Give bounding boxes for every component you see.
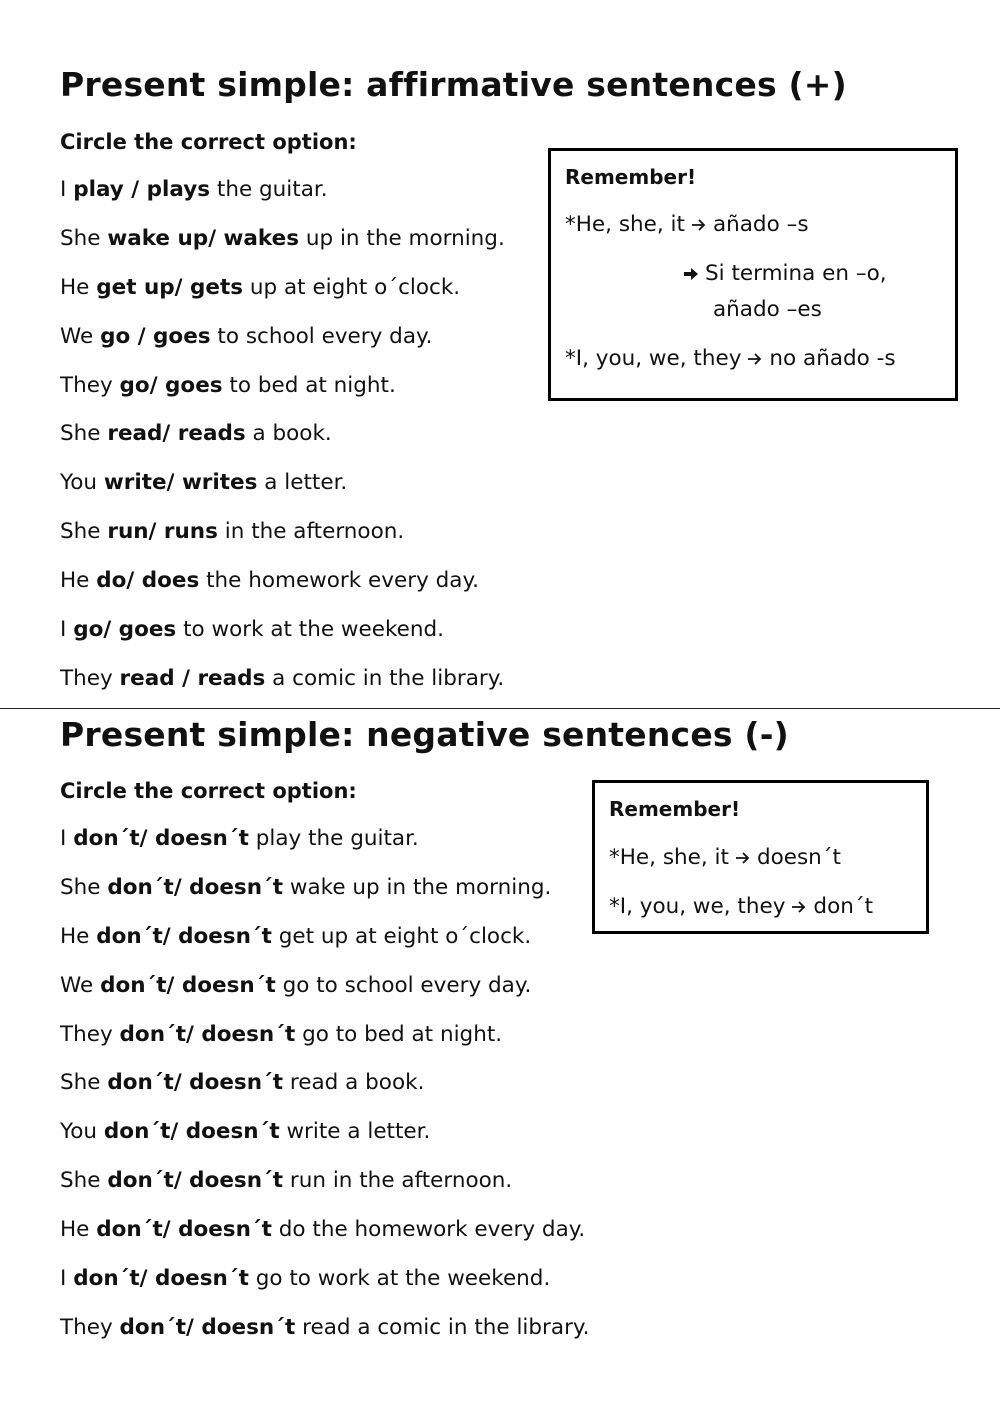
sentence-item: He don´t/ doesn´t get up at eight o´clock. <box>60 923 532 949</box>
option-choice[interactable]: don´t/ doesn´t <box>96 1217 272 1243</box>
sentence-item: I play / plays the guitar. <box>60 177 328 202</box>
section-divider <box>0 708 1000 709</box>
remember-rule-third-person: *He, she, it añado –s <box>565 212 809 237</box>
option-choice[interactable]: don´t/ doesn´t <box>107 1168 284 1194</box>
sentence-item: She don´t/ doesn´t run in the afternoon. <box>60 1168 513 1194</box>
sentence-item: He don´t/ doesn´t do the homework every day. <box>60 1217 586 1243</box>
remember-title: Remember! <box>609 797 741 821</box>
option-choice[interactable]: don´t/ doesn´t <box>100 972 276 998</box>
instruction-affirmative: Circle the correct option: <box>60 130 357 154</box>
remember-rule-ending-o: Si termina en –o, <box>683 261 887 288</box>
remember-rule-ending-o-cont: añado –es <box>713 297 822 322</box>
option-choice[interactable]: go / goes <box>100 323 211 349</box>
sentence-item: She wake up/ wakes up in the morning. <box>60 225 505 251</box>
option-choice[interactable]: don´t/ doesn´t <box>119 1314 296 1340</box>
remember-box-affirmative <box>548 148 958 401</box>
sentence-item: They don´t/ doesn´t go to bed at night. <box>60 1021 503 1047</box>
option-choice[interactable]: write/ writes <box>103 470 258 496</box>
sentence-list-negative <box>60 825 589 1363</box>
option-choice[interactable]: go/ goes <box>73 617 177 643</box>
remember-rule-third-person: *He, she, it doesn´t <box>609 845 841 870</box>
right-arrow-icon <box>735 847 751 872</box>
right-arrow-icon <box>747 348 763 373</box>
option-choice[interactable]: don´t/ doesn´t <box>73 1266 249 1292</box>
sentence-item: You write/ writes a letter. <box>60 470 348 496</box>
right-arrow-icon <box>791 896 807 921</box>
sentence-list-affirmative <box>60 176 505 714</box>
option-choice[interactable]: play / plays <box>73 177 211 202</box>
sentence-item: They read / reads a comic in the library. <box>60 665 505 691</box>
sentence-item: I don´t/ doesn´t play the guitar. <box>60 826 419 851</box>
sentence-item: She don´t/ doesn´t wake up in the morning. <box>60 874 552 900</box>
option-choice[interactable]: go/ goes <box>119 372 223 398</box>
sentence-item: I go/ goes to work at the weekend. <box>60 617 444 643</box>
sentence-item: She don´t/ doesn´t read a book. <box>60 1070 425 1096</box>
option-choice[interactable]: don´t/ doesn´t <box>119 1021 296 1047</box>
section-title-negative: Present simple: negative sentences (-) <box>60 715 789 754</box>
sentence-item: I don´t/ doesn´t go to work at the weekend. <box>60 1266 551 1292</box>
sentence-item: We don´t/ doesn´t go to school every day. <box>60 972 532 998</box>
option-choice[interactable]: don´t/ doesn´t <box>73 826 249 851</box>
option-choice[interactable]: read / reads <box>119 665 266 691</box>
option-choice[interactable]: read/ reads <box>107 421 246 447</box>
instruction-negative: Circle the correct option: <box>60 779 357 803</box>
remember-title: Remember! <box>565 165 697 189</box>
sentence-item: You don´t/ doesn´t write a letter. <box>60 1119 431 1145</box>
remember-rule-others: *I, you, we, they no añado -s <box>565 346 896 371</box>
remember-box-negative <box>592 780 929 934</box>
right-arrow-icon <box>691 214 707 239</box>
sentence-item: They go/ goes to bed at night. <box>60 372 396 398</box>
sentence-item: She run/ runs in the afternoon. <box>60 519 405 545</box>
sentence-item: We go / goes to school every day. <box>60 323 433 349</box>
remember-rule-others: *I, you, we, they don´t <box>609 894 874 919</box>
section-title-affirmative: Present simple: affirmative sentences (+) <box>60 65 847 104</box>
option-choice[interactable]: don´t/ doesn´t <box>96 923 272 949</box>
sentence-item: She read/ reads a book. <box>60 421 332 447</box>
sentence-item: He do/ does the homework every day. <box>60 568 479 594</box>
option-choice[interactable]: wake up/ wakes <box>107 225 300 251</box>
option-choice[interactable]: don´t/ doesn´t <box>107 1070 284 1096</box>
option-choice[interactable]: don´t/ doesn´t <box>107 874 284 900</box>
sentence-item: They don´t/ doesn´t read a comic in the library. <box>60 1314 590 1340</box>
option-choice[interactable]: run/ runs <box>107 519 218 545</box>
bold-right-arrow-icon <box>683 263 699 288</box>
sentence-item: He get up/ gets up at eight o´clock. <box>60 274 461 300</box>
option-choice[interactable]: get up/ gets <box>96 274 244 300</box>
option-choice[interactable]: don´t/ doesn´t <box>103 1119 280 1145</box>
option-choice[interactable]: do/ does <box>96 568 200 594</box>
